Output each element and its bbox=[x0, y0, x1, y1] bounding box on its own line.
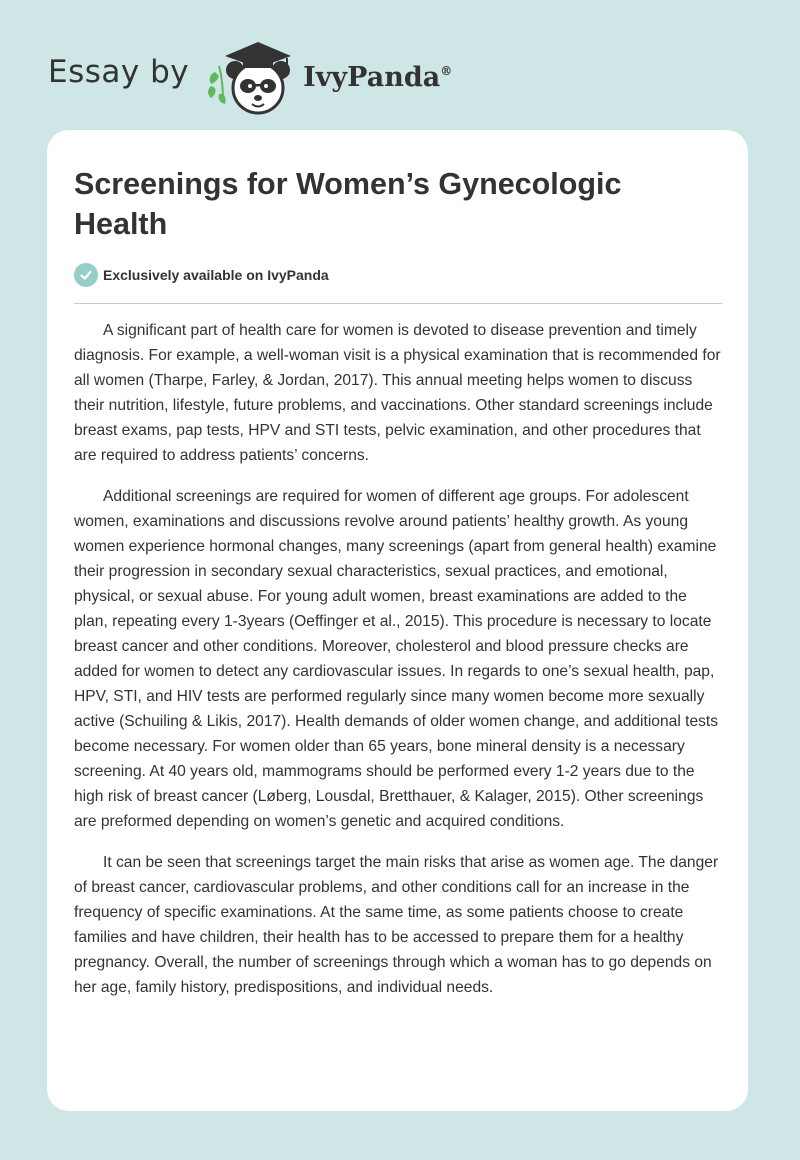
panda-graduate-logo-icon bbox=[205, 36, 297, 116]
divider bbox=[74, 303, 722, 304]
essay-body bbox=[74, 318, 722, 1016]
ivypanda-logo[interactable] bbox=[205, 36, 452, 116]
check-circle-icon bbox=[74, 263, 98, 287]
site-header bbox=[48, 36, 452, 116]
brand-name: IvyPanda® bbox=[303, 61, 453, 93]
page-title: Screenings for Women’s Gynecologic Health bbox=[74, 167, 622, 241]
exclusive-badge bbox=[74, 263, 329, 287]
badge-label: Exclusively available on IvyPanda bbox=[103, 267, 329, 283]
paragraph: Additional screenings are required for women of different age groups. For adolescent women, examinations and discussions revolve around patients’ healthy growth. As young women experience hormonal changes, many screenings (apart from general health) examine their progression in secondary sexual characteristics, sexual practices, and emotional, physical, or sexual abuse. For young adult women, breast examinations are added to the plan, repeating every 1-3years (Oeffinger et al., 2015). This procedure is necessary to locate breast cancer and other conditions. Moreover, cholesterol and blood pressure checks are added for women to detect any cardiovascular issues. In regards to one’s sexual health, pap, HPV, STI, and HIV tests are performed regularly since many women become more sexually active (Schuiling & Likis, 2017). Health demands of older women change, and additional tests become necessary. For women older than 65 years, bone mineral density is a necessary screening. At 40 years old, mammograms should be performed every 1-2 years due to the high risk of breast cancer (Løberg, Lousdal, Bretthauer, & Kalager, 2015). Other screenings are preformed depending on women’s genetic and acquired conditions. bbox=[74, 488, 719, 830]
registered-mark: ® bbox=[440, 63, 453, 78]
essay-card bbox=[47, 130, 748, 1111]
essay-by-label: Essay by bbox=[48, 54, 190, 90]
paragraph: A significant part of health care for women is devoted to disease prevention and timely diagnosis. For example, a well-woman visit is a physical examination that is recommended for all women (Tharpe, Farley, & Jordan, 2017). This annual meeting helps women to discuss their nutrition, lifestyle, future problems, and vaccinations. Other standard screenings include breast exams, pap tests, HPV and STI tests, pelvic examination, and other procedures that are required to address patients’ concerns. bbox=[74, 322, 721, 464]
paragraph: It can be seen that screenings target the main risks that arise as women age. The danger of breast cancer, cardiovascular problems, and other conditions call for an increase in the frequency of specific examinations. At the same time, as some patients choose to create families and have children, their health has to be accessed to prepare them for a healthy pregnancy. Overall, the number of screenings through which a woman has to go depends on her age, family history, predispositions, and individual needs. bbox=[74, 854, 719, 996]
